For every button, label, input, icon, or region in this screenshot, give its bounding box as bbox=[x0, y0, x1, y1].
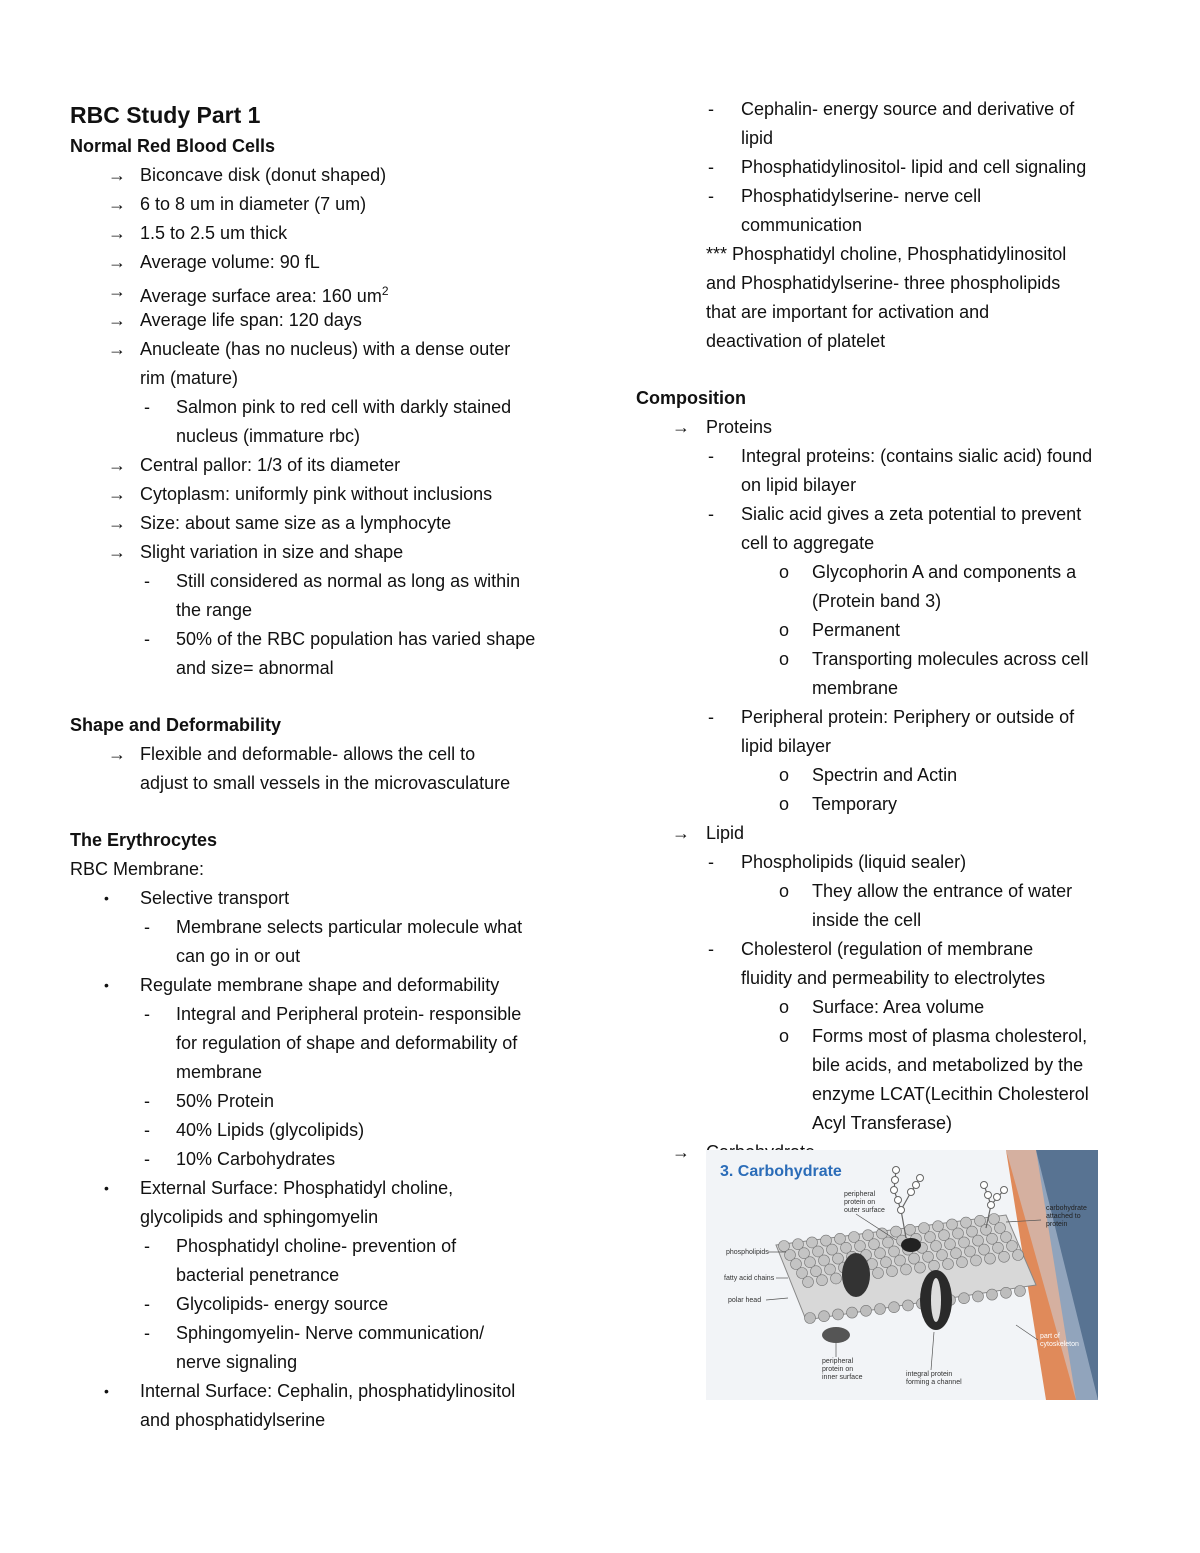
bullet-icon: • bbox=[104, 1180, 109, 1196]
circle-item: o Transporting molecules across cell bbox=[636, 645, 1136, 674]
sub-item: - Sialic acid gives a zeta potential to prevent bbox=[636, 500, 1136, 529]
sugar-bead bbox=[994, 1194, 1001, 1201]
dash-icon: - bbox=[144, 1149, 150, 1169]
dash-icon: - bbox=[708, 504, 714, 524]
sub-item-cont: membrane bbox=[176, 1062, 263, 1082]
section-heading-erythrocytes: The Erythrocytes bbox=[70, 830, 218, 850]
dash-icon: - bbox=[708, 157, 714, 177]
list-item: → Average volume: 90 fL bbox=[70, 248, 570, 277]
phospholipid-head bbox=[833, 1309, 844, 1320]
arrow-icon: → bbox=[108, 484, 126, 504]
phospholipid-head bbox=[903, 1300, 914, 1311]
circle-item-cont: inside the cell bbox=[812, 910, 922, 930]
dash-icon: - bbox=[144, 397, 150, 417]
label-polar-head: polar head bbox=[728, 1297, 762, 1304]
peripheral-protein-shape bbox=[901, 1238, 921, 1252]
list-item: → Average life span: 120 days bbox=[70, 306, 570, 335]
note-line: and Phosphatidylserine- three phospholipids bbox=[706, 273, 1061, 293]
bullet-item: • Regulate membrane shape and deformability bbox=[70, 971, 570, 1000]
phospholipid-head bbox=[973, 1291, 984, 1302]
phospholipid-head bbox=[943, 1259, 954, 1270]
circle-item-cont: Acyl Transferase) bbox=[812, 1113, 953, 1133]
dash-icon: - bbox=[144, 571, 150, 591]
list-item: → Lipid bbox=[636, 819, 1136, 848]
phospholipid-head bbox=[959, 1293, 970, 1304]
sugar-bead bbox=[913, 1182, 920, 1189]
arrow-icon: → bbox=[108, 513, 126, 533]
circle-bullet-icon: o bbox=[779, 881, 790, 901]
section-heading-composition: Composition bbox=[636, 388, 746, 408]
dash-icon: - bbox=[144, 1120, 150, 1140]
list-item: → Central pallor: 1/3 of its diameter bbox=[70, 451, 570, 480]
phospholipid-head bbox=[817, 1275, 828, 1286]
phospholipid-head bbox=[929, 1260, 940, 1271]
circle-item: o Glycophorin A and components a bbox=[636, 558, 1136, 587]
label-peripheral-outer-2: protein on bbox=[844, 1199, 876, 1206]
peripheral-inner-protein-shape bbox=[822, 1327, 850, 1343]
phospholipid-head bbox=[985, 1253, 996, 1264]
phospholipid-head bbox=[873, 1268, 884, 1279]
phospholipid-head bbox=[861, 1305, 872, 1316]
dash-icon: - bbox=[144, 1294, 150, 1314]
arrow-icon: → bbox=[108, 542, 126, 562]
list-item: → Proteins bbox=[636, 413, 1136, 442]
list-item: → Size: about same size as a lymphocyte bbox=[70, 509, 570, 538]
label-carb-attached-3: protein bbox=[1046, 1221, 1068, 1228]
note-line: that are important for activation and bbox=[706, 302, 990, 322]
circle-bullet-icon: o bbox=[779, 1026, 790, 1046]
circle-item-cont: (Protein band 3) bbox=[812, 591, 942, 611]
sub-item-cont: on lipid bilayer bbox=[741, 475, 857, 495]
dash-icon: - bbox=[144, 1091, 150, 1111]
sub-item: - Integral and Peripheral protein- responsible bbox=[70, 1000, 570, 1029]
sub-item: - Phospholipids (liquid sealer) bbox=[636, 848, 1136, 877]
circle-item: o Surface: Area volume bbox=[636, 993, 1136, 1022]
phospholipid-head bbox=[889, 1302, 900, 1313]
sugar-bead bbox=[908, 1189, 915, 1196]
sub-item-cont: can go in or out bbox=[176, 946, 301, 966]
arrow-icon: → bbox=[672, 1142, 690, 1162]
sub-item: - Cholesterol (regulation of membrane bbox=[636, 935, 1136, 964]
list-item: → 6 to 8 um in diameter (7 um) bbox=[70, 190, 570, 219]
page-title: RBC Study Part 1 bbox=[70, 102, 261, 128]
sub-item-cont: for regulation of shape and deformability of bbox=[176, 1033, 518, 1053]
dash-icon: - bbox=[144, 629, 150, 649]
list-item: → Average surface area: 160 $um^2$ bbox=[70, 277, 570, 306]
sub-item: - 50% Protein bbox=[70, 1087, 570, 1116]
phospholipid-head bbox=[1015, 1286, 1026, 1297]
circle-bullet-icon: o bbox=[779, 997, 790, 1017]
list-item: → Anucleate (has no nucleus) with a dense outer bbox=[70, 335, 570, 364]
sugar-bead bbox=[1001, 1187, 1008, 1194]
sub-item: - Phosphatidylserine- nerve cell bbox=[636, 182, 1136, 211]
phospholipid-head bbox=[901, 1264, 912, 1275]
phospholipid-head bbox=[803, 1277, 814, 1288]
sugar-bead bbox=[898, 1207, 905, 1214]
arrow-icon: → bbox=[108, 281, 126, 301]
sub-item-cont: bacterial penetrance bbox=[176, 1265, 340, 1285]
arrow-icon: → bbox=[108, 252, 126, 272]
circle-item: o Forms most of plasma cholesterol, bbox=[636, 1022, 1136, 1051]
sugar-bead bbox=[917, 1175, 924, 1182]
list-item: → Flexible and deformable- allows the cell to bbox=[70, 740, 570, 769]
list-item: → Slight variation in size and shape bbox=[70, 538, 570, 567]
membrane-diagram bbox=[706, 1150, 1098, 1400]
circle-item: o Permanent bbox=[636, 616, 1136, 645]
label-peripheral-inner-3: inner surface bbox=[822, 1374, 863, 1381]
left-column bbox=[70, 98, 570, 1435]
sub-item-cont: communication bbox=[741, 215, 863, 235]
phospholipid-head bbox=[819, 1311, 830, 1322]
arrow-icon: → bbox=[672, 823, 690, 843]
label-carb-attached-2: attached to bbox=[1046, 1213, 1081, 1220]
label-carb-attached-1: carbohydrate bbox=[1046, 1205, 1087, 1212]
dash-icon: - bbox=[708, 707, 714, 727]
dash-icon: - bbox=[708, 852, 714, 872]
label-phospholipids: phospholipids bbox=[726, 1249, 769, 1256]
label-peripheral-outer-1: peripheral bbox=[844, 1191, 876, 1198]
sub-item-cont: nucleus (immature rbc) bbox=[176, 426, 361, 446]
sub-item: - 10% Carbohydrates bbox=[70, 1145, 570, 1174]
circle-bullet-icon: o bbox=[779, 765, 790, 785]
phospholipid-head bbox=[957, 1257, 968, 1268]
sub-item: - 50% of the RBC population has varied shape bbox=[70, 625, 570, 654]
phospholipid-head bbox=[915, 1262, 926, 1273]
circle-item: o Spectrin and Actin bbox=[636, 761, 1136, 790]
note-line: deactivation of platelet bbox=[706, 331, 886, 351]
phospholipid-head bbox=[805, 1313, 816, 1324]
label-integral-1: integral protein bbox=[906, 1371, 953, 1378]
sub-item-cont: cell to aggregate bbox=[741, 533, 875, 553]
phospholipid-head bbox=[999, 1251, 1010, 1262]
sub-item: - Glycolipids- energy source bbox=[70, 1290, 570, 1319]
arrow-icon: → bbox=[672, 417, 690, 437]
dash-icon: - bbox=[144, 1236, 150, 1256]
integral-protein-shape bbox=[842, 1253, 870, 1297]
circle-item-cont: bile acids, and metabolized by the bbox=[812, 1055, 1084, 1075]
sub-item: - Phosphatidyl choline- prevention of bbox=[70, 1232, 570, 1261]
arrow-icon: → bbox=[108, 455, 126, 475]
dash-icon: - bbox=[708, 99, 714, 119]
bullet-icon: • bbox=[104, 890, 109, 906]
label-peripheral-inner-1: peripheral bbox=[822, 1358, 854, 1365]
label-peripheral-inner-2: protein on bbox=[822, 1366, 854, 1373]
dash-icon: - bbox=[144, 917, 150, 937]
sub-item: - Sphingomyelin- Nerve communication/ bbox=[70, 1319, 570, 1348]
sub-item-cont: the range bbox=[176, 600, 253, 620]
arrow-icon: → bbox=[108, 310, 126, 330]
circle-item-cont: membrane bbox=[812, 678, 899, 698]
bullet-icon: • bbox=[104, 1383, 109, 1399]
list-item: → Cytoplasm: uniformly pink without inclusions bbox=[70, 480, 570, 509]
phospholipid-head bbox=[1001, 1287, 1012, 1298]
sub-item: - 40% Lipids (glycolipids) bbox=[70, 1116, 570, 1145]
list-item: → 1.5 to 2.5 um thick bbox=[70, 219, 570, 248]
arrow-icon: → bbox=[108, 194, 126, 214]
note-line: *** Phosphatidyl choline, Phosphatidylinositol bbox=[706, 244, 1067, 264]
right-column bbox=[636, 95, 1136, 1167]
bullet-item-cont: glycolipids and sphingomyelin bbox=[140, 1207, 379, 1227]
sub-item: - Still considered as normal as long as within bbox=[70, 567, 570, 596]
sugar-bead bbox=[891, 1187, 898, 1194]
sub-item: - Membrane selects particular molecule what bbox=[70, 913, 570, 942]
sub-item-cont: and size= abnormal bbox=[176, 658, 334, 678]
sugar-bead bbox=[988, 1202, 995, 1209]
list-item: → Biconcave disk (donut shaped) bbox=[70, 161, 570, 190]
phospholipid-head bbox=[875, 1304, 886, 1315]
circle-item-cont: enzyme LCAT(Lecithin Cholesterol bbox=[812, 1084, 1089, 1104]
phospholipid-head bbox=[847, 1307, 858, 1318]
bullet-item: • External Surface: Phosphatidyl choline, bbox=[70, 1174, 570, 1203]
sub-item: - Salmon pink to red cell with darkly stained bbox=[70, 393, 570, 422]
sugar-bead bbox=[892, 1177, 899, 1184]
circle-item: o Temporary bbox=[636, 790, 1136, 819]
bullet-item-cont: and phosphatidylserine bbox=[140, 1410, 326, 1430]
bullet-icon: • bbox=[104, 977, 109, 993]
sub-item: - Cephalin- energy source and derivative of bbox=[636, 95, 1136, 124]
circle-bullet-icon: o bbox=[779, 562, 790, 582]
phospholipid-head bbox=[987, 1289, 998, 1300]
list-item-cont: rim (mature) bbox=[140, 368, 238, 388]
arrow-icon: → bbox=[108, 165, 126, 185]
label-cytoskeleton-1: part of bbox=[1040, 1333, 1060, 1340]
section-heading-normal: Normal Red Blood Cells bbox=[70, 136, 276, 156]
dash-icon: - bbox=[708, 186, 714, 206]
circle-bullet-icon: o bbox=[779, 620, 790, 640]
sub-item-cont: fluidity and permeability to electrolytes bbox=[741, 968, 1046, 988]
figure-heading: 3. Carbohydrate bbox=[720, 1163, 842, 1180]
sugar-bead bbox=[985, 1192, 992, 1199]
sugar-bead bbox=[893, 1167, 900, 1174]
circle-bullet-icon: o bbox=[779, 794, 790, 814]
arrow-icon: → bbox=[108, 223, 126, 243]
circle-bullet-icon: o bbox=[779, 649, 790, 669]
phospholipid-head bbox=[971, 1255, 982, 1266]
label-fatty-acid: fatty acid chains bbox=[724, 1275, 775, 1282]
dash-icon: - bbox=[144, 1004, 150, 1024]
label-cytoskeleton-2: cytoskeleton bbox=[1040, 1341, 1079, 1348]
sub-item-cont: lipid bbox=[741, 128, 774, 148]
section-heading-shape: Shape and Deformability bbox=[70, 715, 282, 735]
phospholipid-head bbox=[887, 1266, 898, 1277]
bullet-item: • Internal Surface: Cephalin, phosphatidylinositol bbox=[70, 1377, 570, 1406]
label-peripheral-outer-3: outer surface bbox=[844, 1207, 885, 1214]
sub-item-cont: nerve signaling bbox=[176, 1352, 298, 1372]
label-integral-2: forming a channel bbox=[906, 1379, 962, 1386]
sub-item: - Integral proteins: (contains sialic acid) found bbox=[636, 442, 1136, 471]
dash-icon: - bbox=[708, 939, 714, 959]
sugar-bead bbox=[895, 1197, 902, 1204]
circle-item: o They allow the entrance of water bbox=[636, 877, 1136, 906]
sugar-bead bbox=[981, 1182, 988, 1189]
phospholipid-head bbox=[1013, 1250, 1024, 1261]
bullet-item: • Selective transport bbox=[70, 884, 570, 913]
sub-item: - Phosphatidylinositol- lipid and cell signaling bbox=[636, 153, 1136, 182]
membrane-label: RBC Membrane: bbox=[70, 859, 205, 879]
dash-icon: - bbox=[708, 446, 714, 466]
dash-icon: - bbox=[144, 1323, 150, 1343]
arrow-icon: → bbox=[108, 744, 126, 764]
sub-item-cont: lipid bilayer bbox=[741, 736, 832, 756]
arrow-icon: → bbox=[108, 339, 126, 359]
phospholipid-head bbox=[831, 1273, 842, 1284]
sub-item: - Peripheral protein: Periphery or outside of bbox=[636, 703, 1136, 732]
list-item-cont: adjust to small vessels in the microvasculature bbox=[140, 773, 511, 793]
membrane-figure bbox=[706, 1150, 1098, 1400]
